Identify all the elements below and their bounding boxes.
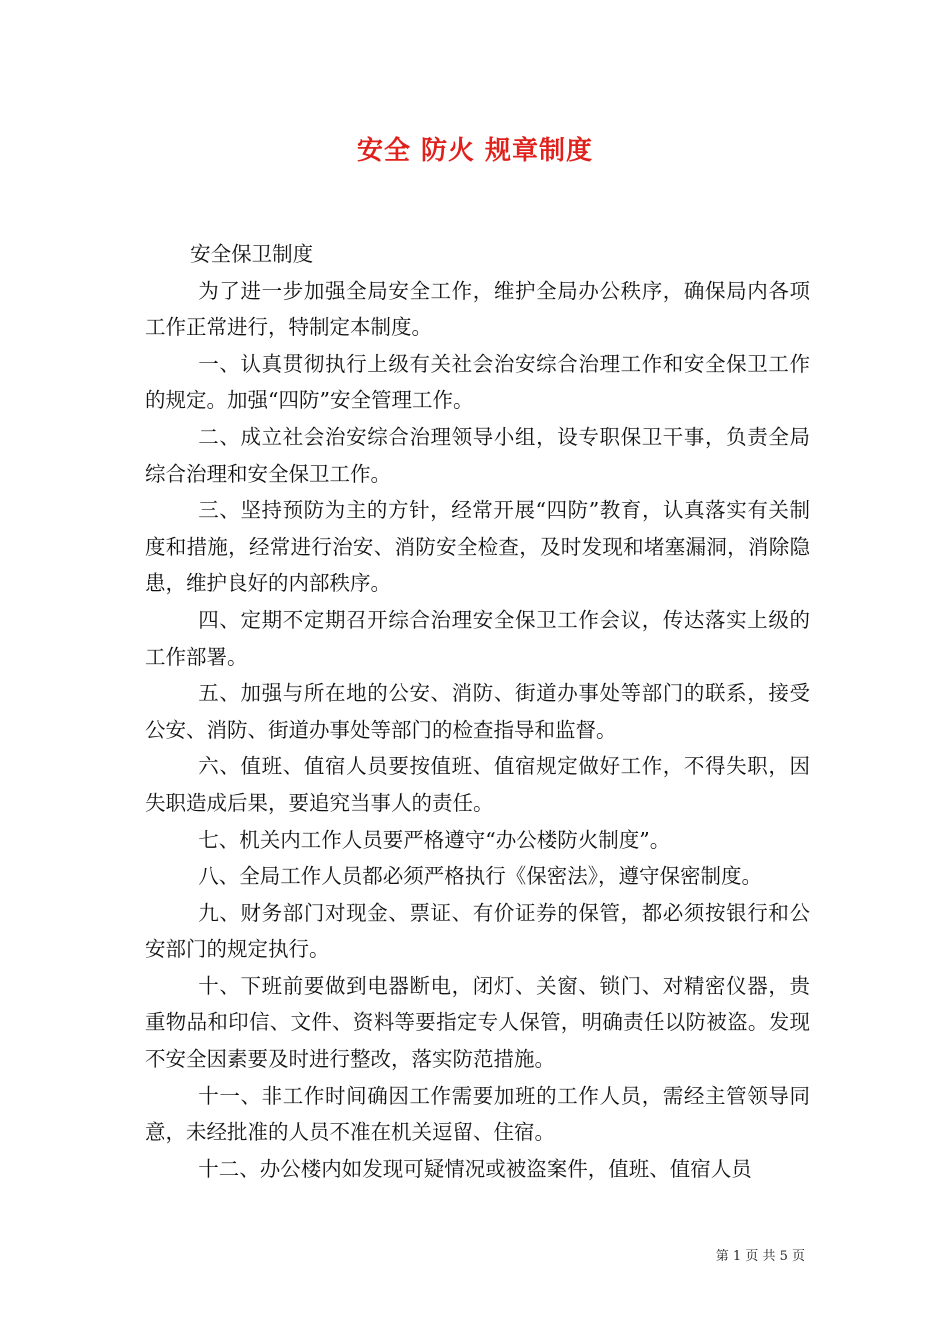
document-body <box>145 236 810 1187</box>
paragraph-intro: 为了进一步加强全局安全工作，维护全局办公秩序，确保局内各项工作正常进行，特制定本制度。 <box>145 278 810 340</box>
paragraph-12: 十二、办公楼内如发现可疑情况或被盗案件，值班、值宿人员 <box>198 1156 752 1181</box>
paragraph-1: 一、认真贯彻执行上级有关社会治安综合治理工作和安全保卫工作的规定。加强“四防”安全管理工作。 <box>145 351 810 413</box>
page-number: 第 1 页 共 5 页 <box>715 1249 805 1264</box>
paragraph-5: 五、加强与所在地的公安、消防、街道办事处等部门的联系，接受公安、消防、街道办事处等部门的检查指导和监督。 <box>145 681 810 742</box>
paragraph-6: 六、值班、值宿人员要按值班、值宿规定做好工作，不得失职，因失职造成后果，要追究当事人的责任。 <box>145 754 810 815</box>
paragraph-10: 十、下班前要做到电器断电，闭灯、关窗、锁门、对精密仪器，贵重物品和印信、文件、资料等要指定专人保管，明确责任以防被盗。发现不安全因素要及时进行整改，落实防范措施。 <box>145 973 810 1072</box>
paragraph-9: 九、财务部门对现金、票证、有价证券的保管，都必须按银行和公安部门的规定执行。 <box>145 900 810 962</box>
paragraph-2: 二、成立社会治安综合治理领导小组，设专职保卫干事，负责全局综合治理和安全保卫工作。 <box>145 424 810 486</box>
paragraph-3: 三、坚持预防为主的方针，经常开展“四防”教育，认真落实有关制度和措施，经常进行治安、消防安全检查，及时发现和堵塞漏洞，消除隐患，维护良好的内部秩序。 <box>145 498 810 596</box>
section-heading: 安全保卫制度 <box>190 242 314 266</box>
document-title: 安全 防火 规章制度 <box>356 136 594 166</box>
paragraph-7: 七、机关内工作人员要严格遵守“办公楼防火制度”。 <box>198 827 671 852</box>
paragraph-11: 十一、非工作时间确因工作需要加班的工作人员，需经主管领导同意，未经批准的人员不准在机关逗留、住宿。 <box>145 1083 810 1145</box>
paragraph-8: 八、全局工作人员都必须严格执行《保密法》，遵守保密制度。 <box>198 864 763 889</box>
paragraph-4: 四、定期不定期召开综合治理安全保卫工作会议，传达落实上级的工作部署。 <box>145 607 810 669</box>
